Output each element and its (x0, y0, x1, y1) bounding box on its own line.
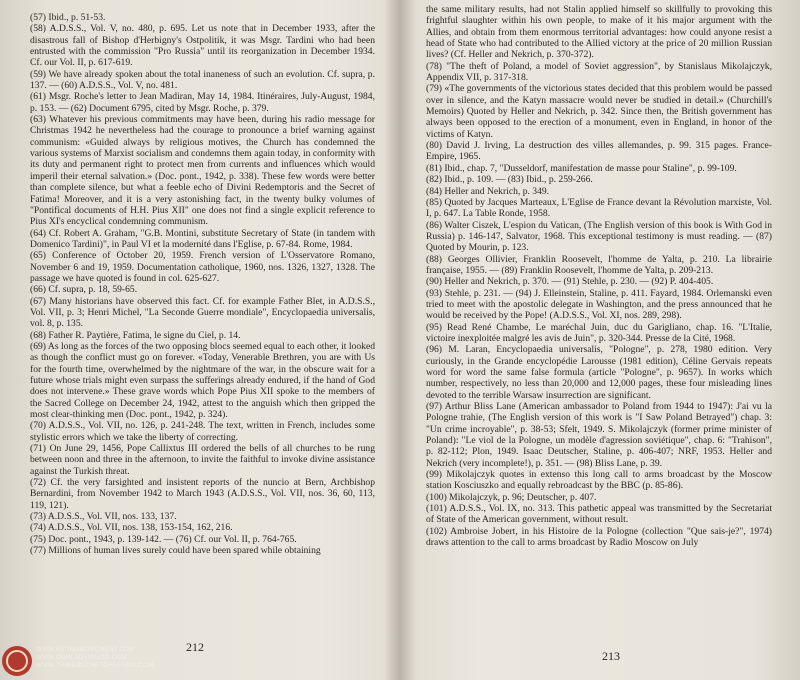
footnote: (69) As long as the forces of the two opposing blocs seemed equal to each other, it looked as though the conflict must go on forever. «Today, Venerable Brethren, you are with Us for the fourth time, overwhelmed by the nightmare of the war, in the obscure wait for a future whose trials might even surpass the sufferings already endured, if the hand of God does not intervene.» These grave words which Pope Pius XII spoke to the members of the Sacred College on December 24, 1942, attest to the anguish which then gripped the most clear-thinking men (Doc. pont., 1942, p. 324). (30, 340, 375, 421)
footnote: (101) A.D.S.S., Vol. IX, no. 313. This pathetic appeal was transmitted by the Secretariat of State of the American government, without result. (426, 503, 772, 526)
footnote: (71) On June 29, 1456, Pope Callixtus III ordered the bells of all churches to be rung between noon and three in the afternoon, to invite the faithful to invoke divine assistance against the Turkish threat. (30, 443, 375, 477)
footnote: (73) A.D.S.S., Vol. VII, nos. 133, 137. (30, 511, 177, 523)
right-notes-column (426, 4, 772, 549)
right-page (400, 0, 800, 680)
footnote: (77) Millions of human lives surely could have been spared while obtaining (30, 545, 321, 557)
watermark-link[interactable]: WWW.THIRDSECRETOFFATIMA.COM (36, 662, 154, 669)
footnote: (88) Georges Ollivier, Franklin Roosevelt, l'homme de Yalta, p. 210. La librairie française, 1955. — (89) Franklin Roosevelt, l'homme de Yalta, p. 209-213. (426, 253, 772, 276)
footnote: (81) Ibid., chap. 7, "Dusseldorf, manifestation de masse pour Staline", p. 99-109. (426, 162, 737, 174)
page-number: 213 (602, 649, 620, 663)
footnote: (95) Read René Chambe, Le maréchal Juin, duc du Garigliano, chap. 16. "L'Italie, victoire inexploitée malgré les avis de Juin", p. 320-344. Presse de la Cité, 1968. (426, 321, 772, 344)
footnote: (100) Mikolajczyk, p. 96; Deutscher, p. 407. (426, 491, 597, 503)
footnote: (65) Conference of October 20, 1959. French version of L'Osservatore Romano, November 6 and 19, 1959. Documentation catholique, 1960, nos. 1326, 1327, 1328. The passage we have quoted is found in col. 625-627. (30, 250, 375, 284)
footnote: (66) Cf. supra, p. 18, 59-65. (30, 284, 138, 296)
footnote: (102) Ambroise Jobert, in his Histoire de la Pologne (collection "Que sais-je?", 1974) draws attention to the call to arms broadcast by Radio Moscow on July (426, 525, 772, 549)
footnote: (82) Ibid., p. 109. — (83) Ibid., p. 259-266. (426, 174, 593, 186)
footnote: (59) We have already spoken about the total inaneness of such an evolution. Cf. supra, p. 137. — (60) A.D.S.S., Vol. V, no. 481. (30, 68, 375, 92)
footnote: the same military results, had not Stalin applied himself so skillfully to provoking this frightful slaughter within his own people, to make of it his major argument with the Allies, and obtain from them enormous territorial advantages: how could anyone resist a head of State who had contributed to the Allied victory at the price of 20 million Russian lives? (Cf. Heller and Nekrich, p. 370-372). (426, 4, 772, 61)
footnote: (79) «The governments of the victorious states decided that this problem would be passed over in silence, and the Katyn massacre would never be studied in detail.» (Churchill's Memoirs) Quoted by Heller and Nekrich, p. 342. Since then, the British government has always been opposed to the erection of a monument, even in England, in honor of the victims of Katyn. (426, 83, 772, 140)
footnote: (84) Heller and Nekrich, p. 349. (426, 185, 550, 197)
footnote: (58) A.D.S.S., Vol. V, no. 480, p. 695. Let us note that in December 1933, after the disastrous fall of Bishop d'Herbigny's Ostpolitik, it was Msgr. Tardini who had been entrusted with the commission "Pro Russia" until its reorganization in December 1934. Cf. our Vol. II, p. 617-619. (30, 23, 375, 69)
footnote: (67) Many historians have observed this fact. Cf. for example Father Blet, in A.D.S.S., Vol. VII, p. 3; Henri Michel, "La Seconde Guerre mondiale", Encyclopaedia universalis, vol. 8, p. 135. (30, 295, 375, 330)
footnote: (96) M. Laran, Encyclopaedia universalis, "Pologne", p. 278, 1980 edition. Very curiously, in the Grande encyclopédie Larousse (1981 edition), Céline Gervais repeats word for word the same false formula (article "Pologne", p. 9657). In works which number, respectively, no less than 20,000 and 12,000 pages, these four misleading lines devoted to the terrible Warsaw insurrection are significant. (426, 344, 772, 401)
footnote: (78) "The theft of Poland, a model of Soviet aggression", by Stanislaus Mikolajczyk, Appendix VII, p. 317-318. (426, 60, 772, 84)
left-notes-column (30, 12, 375, 557)
watermark-link[interactable]: WWW.OURLADYISGOD.COM (36, 654, 127, 661)
footnote: (64) Cf. Robert A. Graham, "G.B. Montini, substitute Secretary of State (in tandem with Domenico Tardini)", in Paul VI et la modernité dans l'Eglise, p. 67-84. Rome, 1984. (30, 227, 375, 250)
footnote: (86) Walter Ciszek, L'espion du Vatican, (The English version of this book is With God in Russia) p. 146-147, Salvator, 1968. This exceptional testimony is must reading. — (87) Quoted by Mourin, p. 123. (426, 219, 772, 254)
footnote: (70) A.D.S.S., Vol. VII, no. 126, p. 241-248. The text, written in French, includes some stylistic errors which we take the liberty of correcting. (30, 420, 375, 443)
footnote: (74) A.D.S.S., Vol. VII, nos. 138, 153-154, 162, 216. (30, 522, 233, 534)
footnote: (93) Stehle, p. 231. — (94) J. Elleinstein, Staline, p. 411. Fayard, 1984. Orlemanski even tried to meet with the apostolic delegate in Washington, and the press announced that he would be received by the Pope! (A.D.S.S., Vol. XI, nos. 289, 298). (426, 287, 772, 322)
footnote: (63) Whatever his previous commitments may have been, during his radio message for Christmas 1942 he nevertheless had the courage to pronounce a brief warning against communism: «Guided always by religious motives, the Church has condemned the various systems of Marxist socialism and condemns them again today, in conformity with its duty and permanent right to protect men from currents and influences which would imperil their eternal salvation.» (Doc. pont., 1942, p. 338). These few words were better than complete silence, but what a feeble echo of Divini Redemptoris and the Secret of Fatima! Moreover, and it is a very astonishing fact, in the twenty bulky volumes of "Pontifical documents of H.H. Pius XII" one does not find a single explicit reference to Pius XI's encyclical condemning communism. (30, 114, 375, 228)
footnote: (68) Father R. Paytière, Fatima, le signe du Ciel, p. 14. (30, 329, 241, 341)
footnote: (61) Msgr. Roche's letter to Jean Madiran, May 14, 1984. Itinéraires, July-August, 1984, p. 153. — (62) Document 6795, cited by Msgr. Roche, p. 379. (30, 91, 375, 114)
footnote: (75) Doc. pont., 1943, p. 139-142. — (76) Cf. our Vol. II, p. 764-765. (30, 533, 297, 545)
watermark-links (36, 646, 154, 670)
watermark-link[interactable]: WWW.FATIMAMOVEMENT.COM (36, 646, 135, 653)
footnote: (57) Ibid., p. 51-53. (30, 12, 106, 23)
footnote: (72) Cf. the very farsighted and insistent reports of the nuncio at Bern, Archbishop Bernardini, from November 1942 to March 1943 (A.D.S.S., Vol. VII, nos. 36, 60, 113, 119, 121). (30, 477, 375, 511)
footnote: (80) David J. Irving, La destruction des villes allemandes, p. 99. 315 pages. France-Empire, 1965. (426, 140, 772, 163)
footnote: (90) Heller and Nekrich, p. 370. — (91) Stehle, p. 230. — (92) P. 404-405. (426, 276, 714, 288)
fatima-logo-icon (2, 646, 32, 676)
footnote: (97) Arthur Bliss Lane (American ambassador to Poland from 1944 to 1947): J'ai vu la Pologne trahie, (The English version of this work is "I Saw Poland Betrayed") chap. 3: "Un crime incroyable", p. 38-53; Sfelt, 1949. S. Mikolajczyk (former prime minister of Poland): "Le viol de la Pologne, un modèle d'agression soviétique", chap. 6: "Trahison", p. 82-112; Plon, 1949. Isaac Deutscher, Staline, p. 406-407; NRF, 1953. Heller and Nekrich (very incomplete!), p. 351. — (98) Bliss Lane, p. 39. (426, 401, 772, 469)
footnote: (99) Mikolajczyk quotes in extenso this long call to arms broadcast by the Moscow station Kosciuszko and equally rebroadcast by the BBC (p. 85-86). (426, 469, 772, 492)
footnote: (85) Quoted by Jacques Marteaux, L'Eglise de France devant la Révolution marxiste, Vol. I, p. 647. La Table Ronde, 1958. (426, 196, 772, 220)
page-number: 212 (186, 640, 204, 654)
